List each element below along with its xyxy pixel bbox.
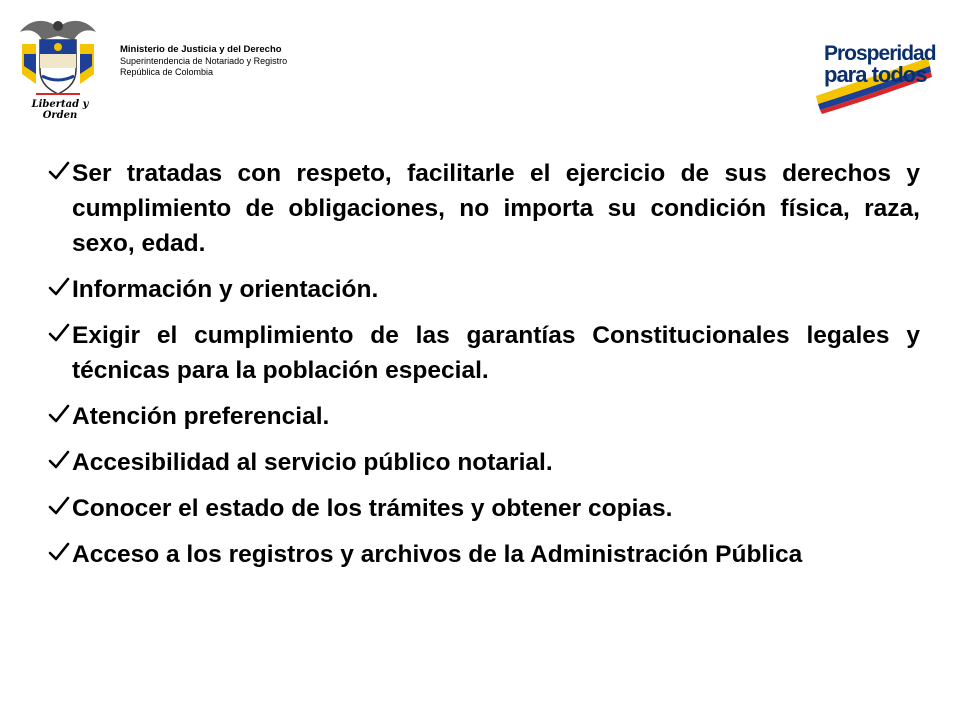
slide-header [0, 0, 960, 130]
list-item-text: Información y orientación. [72, 276, 379, 303]
list-item [56, 156, 920, 261]
country-name: República de Colombia [120, 67, 214, 77]
logo-word-2: para todos [824, 62, 927, 87]
superintendence-name: Superintendencia de Notariado y Registro [120, 56, 288, 66]
list-item [56, 318, 920, 388]
list-item-text: Conocer el estado de los trámites y obtener copias. [72, 495, 673, 522]
prosperidad-logo [808, 34, 936, 114]
check-icon [48, 496, 70, 516]
list-item [56, 399, 920, 434]
check-icon [48, 542, 70, 562]
check-icon [48, 450, 70, 470]
list-item-text: Acceso a los registros y archivos de la Administración Pública [72, 541, 803, 568]
ministry-name: Ministerio de Justicia y del Derecho [120, 44, 282, 55]
crest-caption: Libertad y Orden [31, 99, 89, 121]
check-icon [48, 277, 70, 297]
list-item [56, 272, 920, 307]
coat-of-arms-icon [12, 14, 104, 104]
list-item [56, 491, 920, 526]
ministry-block [120, 43, 287, 78]
list-item [56, 537, 920, 572]
rights-list [56, 156, 920, 583]
check-icon [48, 161, 70, 181]
list-item [56, 445, 920, 480]
check-icon [48, 404, 70, 424]
list-item-text: Atención preferencial. [72, 403, 330, 430]
check-icon [48, 323, 70, 343]
logo-word-1: Prosperidad [824, 42, 936, 65]
list-item-text: Exigir el cumplimiento de las garantías Constitucionales legales y técnicas para la población especial. [72, 322, 920, 384]
list-item-text: Ser tratadas con respeto, facilitarle el ejercicio de sus derechos y cumplimiento de obligaciones, no importa su condición física, raza, sexo, edad. [72, 160, 920, 257]
list-item-text: Accesibilidad al servicio público notarial. [72, 449, 553, 476]
